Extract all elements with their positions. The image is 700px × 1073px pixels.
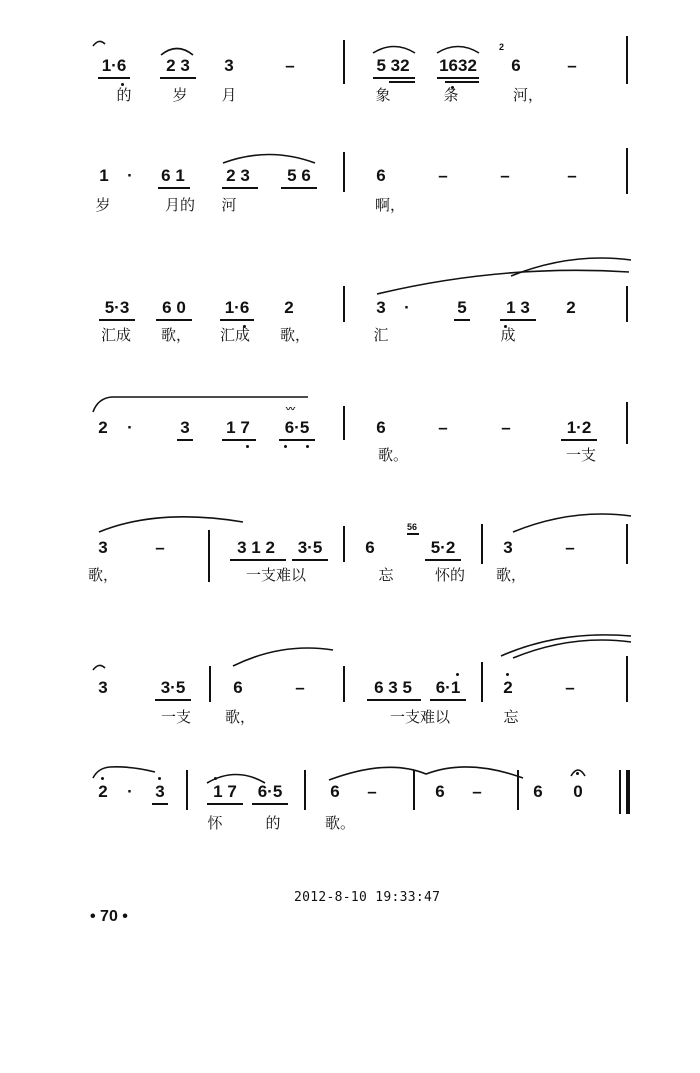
underline — [98, 77, 130, 79]
barline — [481, 524, 483, 564]
lyric: 岁 — [172, 86, 188, 104]
note: 1 7 — [213, 782, 237, 801]
lyric: 歌。 — [324, 814, 356, 832]
lyric: 岁 — [95, 196, 111, 214]
slur — [160, 44, 194, 56]
note: 6 — [330, 782, 340, 801]
underline — [454, 319, 470, 321]
lyric: 歌， — [495, 566, 527, 584]
note: 5 6 — [287, 166, 311, 185]
lyric: 汇成 — [219, 326, 251, 344]
note: 6 — [365, 538, 375, 557]
system-4 — [0, 400, 700, 500]
note: 2 — [98, 782, 108, 801]
barline — [343, 152, 345, 192]
dot-extension: · — [127, 418, 133, 437]
note: 6·1 — [435, 678, 461, 697]
lyric: 汇 — [373, 326, 389, 344]
system-2 — [0, 150, 700, 250]
underline — [177, 439, 193, 441]
note: 3 — [98, 678, 108, 697]
underline — [389, 81, 415, 83]
note: 5 — [457, 298, 467, 317]
underline — [292, 559, 328, 561]
note: 1 3 — [506, 298, 530, 317]
high-dot — [101, 777, 104, 780]
dash: – — [565, 678, 575, 697]
underline — [230, 559, 286, 561]
slur — [92, 396, 310, 416]
barline — [626, 148, 628, 194]
barline — [626, 36, 628, 84]
lyric: 怀 — [207, 814, 223, 832]
note: 6·5 — [284, 418, 310, 437]
system-3 — [0, 282, 700, 382]
note: 1·2 — [566, 418, 592, 437]
page-number: • 70 • — [90, 908, 128, 925]
barline — [186, 770, 188, 810]
underline — [373, 77, 415, 79]
note: 3 — [98, 538, 108, 557]
note: 6 — [511, 56, 521, 75]
lyric: 忘 — [503, 708, 519, 726]
grace-note: 2 — [499, 42, 505, 52]
barline — [209, 666, 211, 702]
dash: – — [438, 166, 448, 185]
underline — [152, 803, 168, 805]
lyric: 河， — [512, 86, 544, 104]
barline — [304, 770, 306, 810]
low-dot — [246, 445, 249, 448]
note: 3·5 — [297, 538, 323, 557]
lyric: 歌， — [87, 566, 119, 584]
dash: – — [567, 166, 577, 185]
low-dot — [284, 445, 287, 448]
barline — [626, 402, 628, 444]
dash: – — [567, 56, 577, 75]
slur — [92, 38, 106, 48]
dash: – — [500, 166, 510, 185]
trill-mark: 〰 — [286, 404, 296, 414]
note: 2 — [98, 418, 108, 437]
slur — [222, 150, 316, 164]
slur — [376, 270, 630, 296]
underline — [407, 533, 419, 535]
lyric: 的 — [265, 814, 281, 832]
lyric: 象 — [375, 86, 391, 104]
lyric: 歌， — [160, 326, 192, 344]
dot-extension: · — [127, 782, 133, 801]
dash: – — [501, 418, 511, 437]
final-barline — [626, 770, 630, 814]
fermata-dot — [576, 772, 579, 775]
note: 6 3 5 — [374, 678, 412, 697]
barline — [343, 40, 345, 84]
grace-note: 56 — [407, 522, 418, 532]
note: 2 — [284, 298, 294, 317]
underline — [430, 699, 466, 701]
lyric: 汇成 — [100, 326, 132, 344]
underline — [222, 187, 258, 189]
note: 3 — [180, 418, 190, 437]
high-dot — [506, 673, 509, 676]
slur — [500, 634, 632, 658]
note: 3 — [376, 298, 386, 317]
note: 3 1 2 — [237, 538, 275, 557]
note: 6 — [533, 782, 543, 801]
barline — [626, 524, 628, 564]
lyric: 啊， — [374, 196, 406, 214]
barline — [626, 286, 628, 322]
note: 1632 — [439, 56, 477, 75]
note: 2 — [503, 678, 513, 697]
slur — [436, 42, 480, 54]
note: 1 7 — [226, 418, 250, 437]
lyric: 成 — [500, 326, 516, 344]
barline — [517, 770, 519, 810]
dash: – — [472, 782, 482, 801]
underline — [158, 187, 190, 189]
dash: – — [438, 418, 448, 437]
underline — [156, 319, 192, 321]
lyric: 月 — [221, 86, 237, 104]
note: 3 — [155, 782, 165, 801]
lyric: 一支 — [565, 446, 597, 464]
dot-extension: · — [127, 166, 133, 185]
lyric: 歌， — [224, 708, 256, 726]
dash: – — [565, 538, 575, 557]
timestamp: 2012-8-10 19:33:47 — [294, 890, 441, 905]
note: 2 — [566, 298, 576, 317]
underline — [367, 699, 421, 701]
lyric: 一支难以 — [245, 566, 307, 584]
lyric: 怀的 — [434, 566, 466, 584]
note: 6 — [376, 166, 386, 185]
low-dot — [306, 445, 309, 448]
system-7 — [0, 762, 700, 862]
underline — [99, 319, 135, 321]
note: 1 — [99, 166, 109, 185]
underline — [155, 699, 191, 701]
dash: – — [295, 678, 305, 697]
underline — [252, 803, 288, 805]
underline — [561, 439, 597, 441]
high-dot — [158, 777, 161, 780]
underline — [160, 77, 196, 79]
barline — [343, 406, 345, 440]
note: 1·6 — [224, 298, 250, 317]
note: 5·2 — [430, 538, 456, 557]
note: 6 1 — [161, 166, 185, 185]
barline — [343, 526, 345, 562]
barline — [619, 770, 621, 814]
note: 3 — [224, 56, 234, 75]
lyric: 歌。 — [377, 446, 409, 464]
note: 3 — [503, 538, 513, 557]
slur — [232, 648, 334, 668]
note: 1·6 — [101, 56, 127, 75]
barline — [343, 286, 345, 322]
system-6 — [0, 640, 700, 740]
lyric: 月的 — [164, 196, 196, 214]
system-1 — [0, 40, 700, 140]
dash: – — [367, 782, 377, 801]
note: 0 — [573, 782, 583, 801]
lyric: 一支难以 — [389, 708, 451, 726]
lyric: 河 — [221, 196, 237, 214]
note: 5 32 — [376, 56, 410, 75]
slur — [512, 514, 632, 534]
slur — [372, 42, 416, 54]
note: 3·5 — [160, 678, 186, 697]
note: 6 — [376, 418, 386, 437]
underline — [279, 439, 315, 441]
dash: – — [285, 56, 295, 75]
note: 2 3 — [166, 56, 190, 75]
note: 6·5 — [257, 782, 283, 801]
underline — [220, 319, 254, 321]
underline — [437, 77, 479, 79]
lyric: 条 — [443, 86, 459, 104]
lyric: 的 — [116, 86, 132, 104]
slur — [98, 516, 244, 536]
barline — [626, 656, 628, 702]
underline — [281, 187, 317, 189]
note: 6 — [435, 782, 445, 801]
system-5 — [0, 520, 700, 620]
barline — [481, 662, 483, 702]
note: 2 3 — [226, 166, 250, 185]
high-dot — [456, 673, 459, 676]
underline — [445, 81, 479, 83]
underline — [222, 439, 256, 441]
lyric: 歌， — [279, 326, 311, 344]
barline — [343, 666, 345, 702]
note: 6 0 — [162, 298, 186, 317]
lyric: 一支 — [160, 708, 192, 726]
underline — [207, 803, 243, 805]
dash: – — [155, 538, 165, 557]
barline — [208, 530, 210, 582]
barline — [413, 770, 415, 810]
lyric: 忘 — [378, 566, 394, 584]
dot-extension: · — [404, 298, 410, 317]
note: 5·3 — [104, 298, 130, 317]
slur — [328, 762, 524, 782]
underline — [425, 559, 461, 561]
slur — [92, 662, 106, 672]
underline — [500, 319, 536, 321]
high-dot — [214, 777, 217, 780]
note: 6 — [233, 678, 243, 697]
